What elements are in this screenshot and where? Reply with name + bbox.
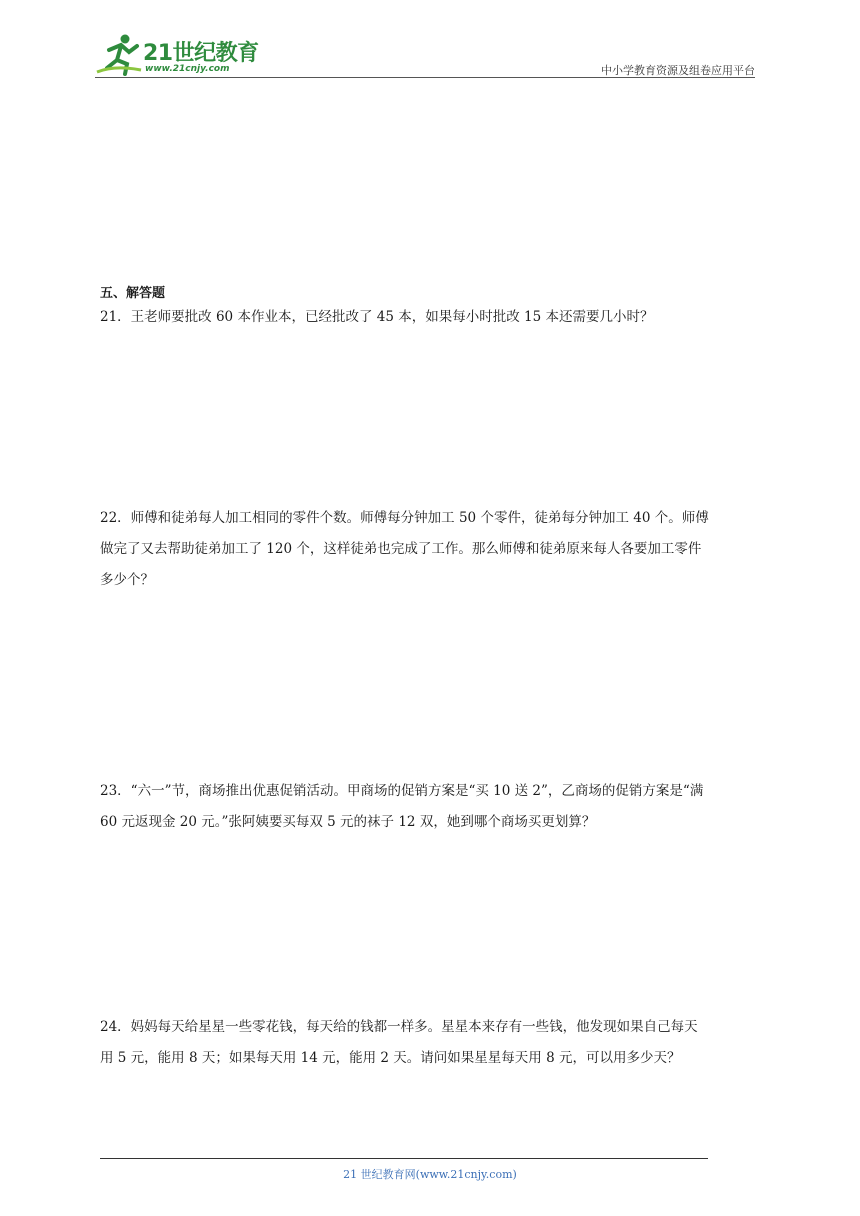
question-21	[100, 302, 760, 333]
question-line: 60 元返现金 20 元。”张阿姨要买每双 5 元的袜子 12 双，她到哪个商场买更划算？	[100, 814, 596, 830]
question-line: 用 5 元，能用 8 天；如果每天用 14 元，能用 2 天。请问如果星星每天用 8 元，可以用多少天？	[100, 1050, 681, 1066]
question-line: 24．妈妈每天给星星一些零花钱，每天给的钱都一样多。星星本来存有一些钱，他发现如果自己每天	[100, 1019, 698, 1035]
question-line: 多少个？	[100, 572, 154, 588]
platform-name: 中小学教育资源及组卷应用平台	[601, 64, 755, 77]
question-23	[100, 776, 760, 838]
question-line: 23．“六一”节，商场推出优惠促销活动。甲商场的促销方案是“买 10 送 2”，乙商场的促销方案是“满	[100, 783, 704, 799]
footer-divider	[100, 1158, 708, 1159]
section-title: 五、解答题	[100, 286, 166, 301]
question-line: 做完了又去帮助徒弟加工了 120 个，这样徒弟也完成了工作。那么师傅和徒弟原来每人各要加工零件	[100, 541, 702, 557]
footer-link[interactable]: 21 世纪教育网(www.21cnjy.com)	[343, 1168, 517, 1181]
question-line: 22．师傅和徒弟每人加工相同的零件个数。师傅每分钟加工 50 个零件，徒弟每分钟加工 40 个。师傅	[100, 510, 709, 526]
header-divider	[95, 77, 755, 78]
question-22	[100, 503, 760, 596]
page-header	[95, 30, 755, 80]
logo	[95, 30, 265, 80]
question-24	[100, 1012, 760, 1074]
logo-url: www.21cnjy.com	[145, 64, 230, 74]
question-line: 21．王老师要批改 60 本作业本，已经批改了 45 本，如果每小时批改 15 本还需要几小时？	[100, 309, 654, 325]
runner-logo-icon	[95, 32, 143, 76]
logo-text: 21世纪教育	[143, 41, 259, 66]
